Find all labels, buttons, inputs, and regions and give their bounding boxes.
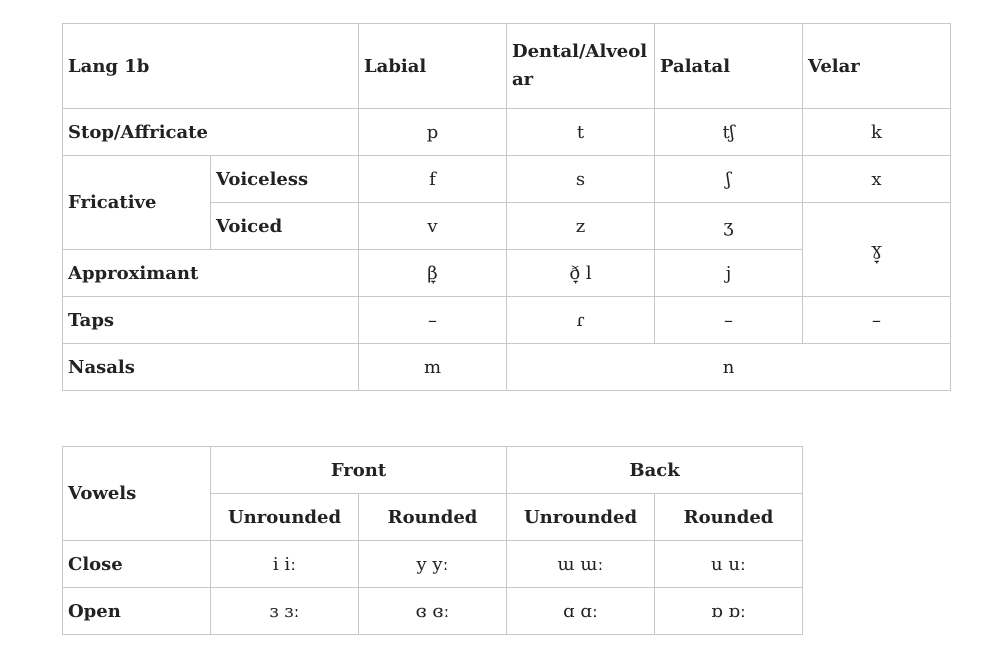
cell-stop-palatal: tʃ xyxy=(655,109,803,156)
vowel-group-back: Back xyxy=(507,447,803,494)
cell-fricative-voiced-dental-alveolar: z xyxy=(507,203,655,250)
cell-taps-labial: – xyxy=(359,297,507,344)
row-sublabel-voiced: Voiced xyxy=(211,203,359,250)
vowel-corner-label: Vowels xyxy=(63,447,211,541)
column-header-labial: Labial xyxy=(359,24,507,109)
cell-fricative-voiceless-labial: f xyxy=(359,156,507,203)
row-label-nasals: Nasals xyxy=(63,344,359,391)
cell-taps-palatal: – xyxy=(655,297,803,344)
vowel-subheader-front-rounded: Rounded xyxy=(359,494,507,541)
vowel-cell-open-back-unrounded: ɑ ɑː xyxy=(507,588,655,635)
vowel-subheader-back-unrounded: Unrounded xyxy=(507,494,655,541)
row-label-stop-affricate: Stop/Affricate xyxy=(63,109,359,156)
column-header-palatal: Palatal xyxy=(655,24,803,109)
vowel-group-front: Front xyxy=(211,447,507,494)
cell-approximant-palatal: j xyxy=(655,250,803,297)
cell-taps-velar: – xyxy=(803,297,951,344)
vowel-cell-open-front-rounded: ɞ ɞː xyxy=(359,588,507,635)
cell-nasals-labial: m xyxy=(359,344,507,391)
cell-stop-velar: k xyxy=(803,109,951,156)
vowel-row-label-close: Close xyxy=(63,541,211,588)
row-taps xyxy=(63,297,951,344)
vowel-cell-close-back-unrounded: ɯ ɯː xyxy=(507,541,655,588)
vowel-cell-close-front-unrounded: i iː xyxy=(211,541,359,588)
row-stop-affricate xyxy=(63,109,951,156)
vowel-subheader-back-rounded: Rounded xyxy=(655,494,803,541)
consonant-header-row xyxy=(63,24,951,109)
cell-fricative-voiceless-velar: x xyxy=(803,156,951,203)
cell-fricative-voiceless-palatal: ʃ xyxy=(655,156,803,203)
vowel-subheader-front-unrounded: Unrounded xyxy=(211,494,359,541)
vowel-row-close xyxy=(63,541,803,588)
row-sublabel-voiceless: Voiceless xyxy=(211,156,359,203)
consonant-table xyxy=(62,23,951,391)
vowel-cell-close-back-rounded: u uː xyxy=(655,541,803,588)
row-label-fricative: Fricative xyxy=(63,156,211,250)
cell-velar-voiced-approximant: ɣ̞ xyxy=(803,203,951,297)
vowel-row-label-open: Open xyxy=(63,588,211,635)
vowel-cell-open-back-rounded: ɒ ɒː xyxy=(655,588,803,635)
cell-stop-dental-alveolar: t xyxy=(507,109,655,156)
cell-nasals-dental-to-velar: n xyxy=(507,344,951,391)
vowel-cell-close-front-rounded: y yː xyxy=(359,541,507,588)
cell-approximant-dental-alveolar: ð̞ l xyxy=(507,250,655,297)
column-header-velar: Velar xyxy=(803,24,951,109)
cell-fricative-voiced-palatal: ʒ xyxy=(655,203,803,250)
row-label-taps: Taps xyxy=(63,297,359,344)
row-fricative-voiceless xyxy=(63,156,951,203)
cell-fricative-voiced-labial: v xyxy=(359,203,507,250)
vowel-cell-open-front-unrounded: ɜ ɜː xyxy=(211,588,359,635)
vowel-group-header-row xyxy=(63,447,803,494)
column-header-dental-alveolar: Dental/Alveolar xyxy=(507,24,655,109)
row-nasals xyxy=(63,344,951,391)
consonant-corner-label: Lang 1b xyxy=(63,24,359,109)
row-label-approximant: Approximant xyxy=(63,250,359,297)
cell-approximant-labial: β̞ xyxy=(359,250,507,297)
vowel-row-open xyxy=(63,588,803,635)
cell-taps-dental-alveolar: ɾ xyxy=(507,297,655,344)
vowel-table xyxy=(62,446,803,635)
cell-stop-labial: p xyxy=(359,109,507,156)
cell-fricative-voiceless-dental-alveolar: s xyxy=(507,156,655,203)
